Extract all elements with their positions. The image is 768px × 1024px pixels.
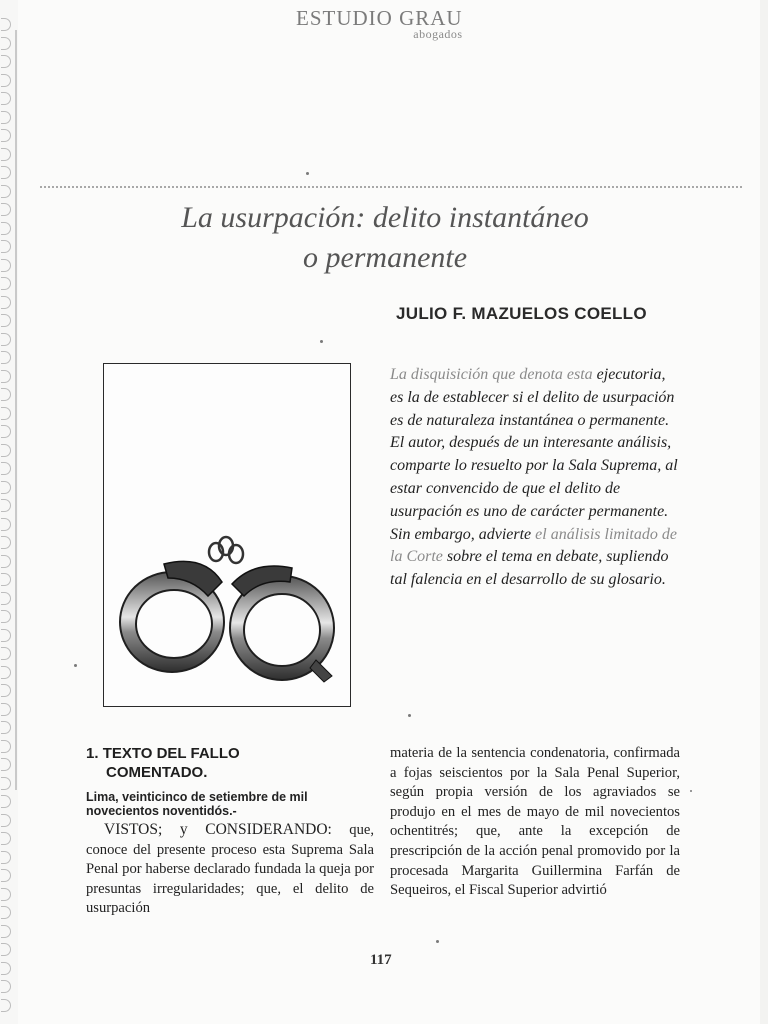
scan-speck (436, 940, 439, 943)
illustration-frame (103, 363, 351, 707)
binder-hole (1, 629, 11, 642)
abstract-tail: sobre el tema en debate, supliendo tal falencia en el desarrollo de su glosario. (390, 548, 669, 589)
scan-speck (690, 790, 692, 792)
left-column-text (86, 820, 374, 919)
binder-hole (1, 148, 11, 161)
binder-hole (1, 795, 11, 808)
binder-hole (1, 814, 11, 827)
binder-hole (1, 610, 11, 623)
scan-speck (74, 664, 77, 667)
heading-line-2: COMENTADO. (106, 764, 208, 781)
vistos-label: VISTOS; y CONSIDERANDO: (104, 821, 332, 838)
title-line-1: La usurpación: delito instantáneo (181, 201, 589, 234)
heading-line-1: TEXTO DEL FALLO (102, 745, 240, 762)
binder-hole (1, 92, 11, 105)
brand-name: ESTUDIO GRAU (296, 6, 463, 30)
binder-hole (1, 925, 11, 938)
left-column (86, 744, 374, 919)
binder-hole (1, 240, 11, 253)
binder-hole (1, 758, 11, 771)
abstract-body: ejecutoria, es la de establecer si el delito de usurpación es de naturaleza instantánea o permanente. El autor, después de un interesante análisis, comparte lo resuelto por la Sala Suprema, al estar convencido de que el delito de usurpación es uno de carácter permanente. Sin embargo, advierte (390, 366, 678, 543)
article-abstract (390, 364, 680, 592)
binder-hole (1, 740, 11, 753)
binder-hole (1, 351, 11, 364)
binder-hole (1, 185, 11, 198)
binder-hole (1, 18, 11, 31)
binder-hole (1, 592, 11, 605)
scan-speck (408, 714, 411, 717)
section-heading (86, 744, 374, 782)
title-line-2: o permanente (302, 241, 468, 274)
binder-edge (0, 0, 20, 1024)
ruling-dateline: Lima, veinticinco de setiembre de mil novecientos noventidós.- (86, 790, 308, 818)
binder-hole (1, 499, 11, 512)
binder-hole (1, 444, 11, 457)
header-divider (40, 186, 742, 188)
binder-hole (1, 111, 11, 124)
abstract-lead: La disquisición que denota esta (390, 366, 593, 383)
binder-hole (1, 314, 11, 327)
binder-hole (1, 296, 11, 309)
binder-hole (1, 999, 11, 1012)
binder-hole (1, 129, 11, 142)
binder-hole (1, 869, 11, 882)
binder-hole (1, 943, 11, 956)
binder-hole (1, 166, 11, 179)
binder-hole (1, 222, 11, 235)
binder-hole (1, 37, 11, 50)
binder-hole (1, 407, 11, 420)
binder-hole (1, 703, 11, 716)
scan-speck (306, 172, 309, 175)
article-title (90, 198, 680, 278)
binder-hole (1, 388, 11, 401)
binder-hole (1, 481, 11, 494)
binder-hole (1, 777, 11, 790)
right-column-text: materia de la sentencia condenatoria, confirmada a fojas seiscientos por la Sala Penal Superior, según propia versión de los agraviados se produjo en el mes de mayo de mil novecientos ochentitrés; que, ante la excepción de prescripción de la acción penal promovido por la procesada Margarita Guillermina Farfán de Sequeiros, el Fiscal Superior advirtió (390, 745, 680, 899)
binder-hole (1, 962, 11, 975)
binder-hole (1, 888, 11, 901)
binder-hole (1, 573, 11, 586)
binder-hole (1, 462, 11, 475)
brand-subtitle: abogados (413, 27, 463, 41)
binder-hole (1, 536, 11, 549)
scan-speck (320, 340, 323, 343)
binder-hole (1, 980, 11, 993)
binder-hole (1, 832, 11, 845)
binder-hole (1, 203, 11, 216)
binder-hole (1, 259, 11, 272)
binder-hole (1, 647, 11, 660)
letterhead (296, 6, 463, 42)
binder-hole (1, 74, 11, 87)
right-column (390, 744, 680, 901)
handcuffs-icon (104, 364, 350, 706)
binder-hole (1, 333, 11, 346)
binder-hole (1, 684, 11, 697)
section-number: 1. (86, 745, 99, 762)
binder-hole (1, 518, 11, 531)
page-number: 117 (370, 952, 392, 968)
binder-hole (1, 851, 11, 864)
binder-hole (1, 277, 11, 290)
left-body: que, conoce del presente proceso esta Suprema Sala Penal por haberse declarado fundada la queja por presuntas irregularidades; que, el delito de usurpación (86, 822, 375, 917)
abstract-faded: el análisis limitado de la Corte (390, 525, 677, 566)
binder-hole (1, 55, 11, 68)
binder-hole (1, 555, 11, 568)
binder-hole (1, 906, 11, 919)
binder-hole (1, 666, 11, 679)
binder-hole (1, 370, 11, 383)
binder-hole (1, 425, 11, 438)
binder-hole (1, 721, 11, 734)
author-name: JULIO F. MAZUELOS COELLO (396, 304, 647, 323)
binder-spine (15, 30, 17, 790)
